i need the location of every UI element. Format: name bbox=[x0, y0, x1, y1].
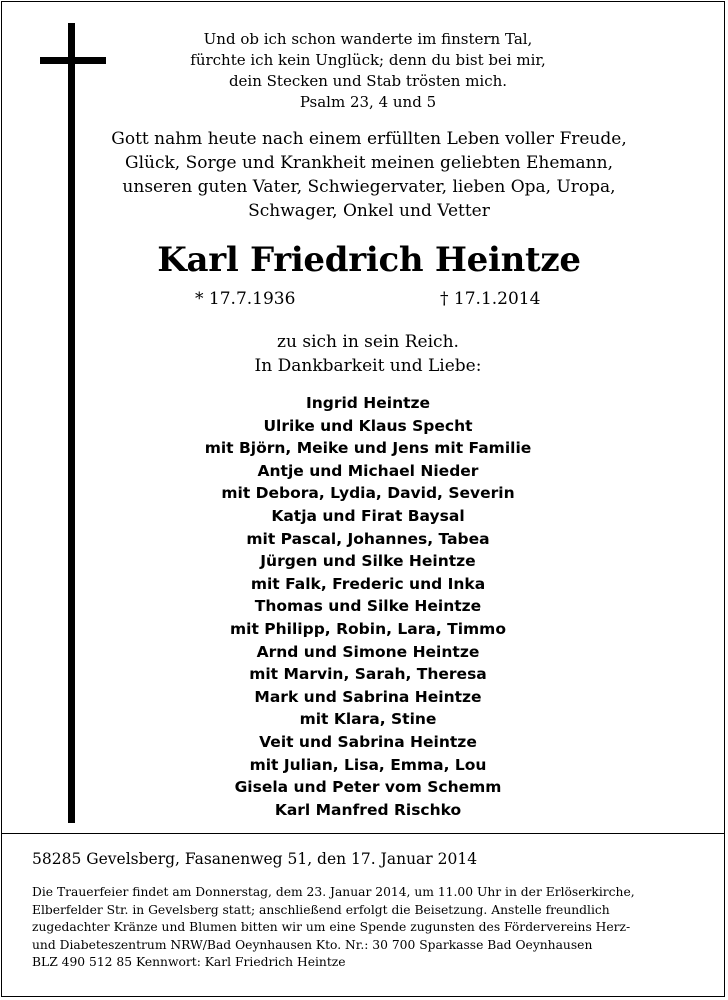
notice-line: und Diabeteszentrum NRW/Bad Oeynhausen Kto. Nr.: 30 700 Sparkasse Bad Oeynhausen bbox=[32, 937, 593, 952]
mourners-list bbox=[152, 392, 584, 821]
psalm-line: dein Stecken und Stab trösten mich. bbox=[228, 72, 508, 90]
cross-icon-bar bbox=[40, 57, 106, 64]
cross-icon bbox=[68, 23, 75, 823]
mourner-entry: Gisela und Peter vom Schemm bbox=[234, 778, 502, 797]
mourner-entry: Thomas und Silke Heintze bbox=[254, 597, 482, 616]
psalm-line: fürchte ich kein Unglück; denn du bist bei mir, bbox=[190, 51, 546, 69]
mourner-entry: mit Philipp, Robin, Lara, Timmo bbox=[230, 619, 506, 638]
mourner-entry: Ulrike und Klaus Specht bbox=[263, 416, 473, 435]
divider bbox=[2, 833, 724, 834]
mourner-entry: mit Debora, Lydia, David, Severin bbox=[221, 484, 515, 503]
mourner-entry: mit Falk, Frederic und Inka bbox=[250, 574, 486, 593]
mourner-entry: Veit und Sabrina Heintze bbox=[259, 732, 477, 751]
notice-line: Die Trauerfeier findet am Donnerstag, dem 23. Januar 2014, um 11.00 Uhr in der Erlöserkirche, bbox=[32, 885, 635, 899]
closing-line: zu sich in sein Reich. bbox=[277, 332, 459, 352]
mourner-entry: mit Pascal, Johannes, Tabea bbox=[246, 529, 490, 548]
mourner-entry: mit Björn, Meike und Jens mit Familie bbox=[204, 439, 532, 458]
intro-line: Gott nahm heute nach einem erfüllten Leben voller Freude, bbox=[111, 129, 627, 149]
mourner-entry: mit Marvin, Sarah, Theresa bbox=[249, 665, 487, 684]
closing-text bbox=[152, 330, 584, 378]
notice-line: Elberfelder Str. in Gevelsberg statt; anschließend erfolgt die Beisetzung. Anstelle freundlich bbox=[32, 902, 610, 917]
intro-line: unseren guten Vater, Schwiegervater, lieben Opa, Uropa, bbox=[122, 177, 616, 197]
mourner-entry: Karl Manfred Rischko bbox=[274, 800, 462, 819]
obituary-notice bbox=[1, 1, 725, 997]
psalm-line: Und ob ich schon wanderte im finstern Tal, bbox=[203, 30, 533, 48]
mourner-entry: mit Klara, Stine bbox=[299, 710, 437, 729]
mourner-entry: Katja und Firat Baysal bbox=[271, 506, 465, 525]
closing-line: In Dankbarkeit und Liebe: bbox=[254, 356, 482, 376]
notice-line: zugedachter Kränze und Blumen bitten wir um eine Spende zugunsten des Fördervereins Herz- bbox=[32, 920, 631, 935]
notice-line: BLZ 490 512 85 Kennwort: Karl Friedrich Heintze bbox=[32, 955, 346, 970]
intro-line: Glück, Sorge und Krankheit meinen geliebten Ehemann, bbox=[125, 153, 613, 173]
mourner-entry: Arnd und Simone Heintze bbox=[256, 642, 480, 661]
funeral-notice bbox=[32, 884, 712, 972]
mourner-entry: Mark und Sabrina Heintze bbox=[254, 687, 482, 706]
intro-line: Schwager, Onkel und Vetter bbox=[248, 201, 490, 221]
psalm-quote bbox=[152, 29, 584, 113]
mourner-entry: Antje und Michael Nieder bbox=[257, 461, 479, 480]
mourner-entry: Jürgen und Silke Heintze bbox=[260, 552, 476, 571]
mourner-entry: Ingrid Heintze bbox=[305, 394, 431, 412]
death-date: † 17.1.2014 bbox=[440, 289, 541, 309]
birth-date: * 17.7.1936 bbox=[195, 289, 296, 309]
deceased-name: Karl Friedrich Heintze bbox=[157, 240, 581, 280]
psalm-reference: Psalm 23, 4 und 5 bbox=[299, 93, 437, 111]
mourner-entry: mit Julian, Lisa, Emma, Lou bbox=[249, 755, 487, 774]
intro-text bbox=[92, 127, 646, 223]
address-line: 58285 Gevelsberg, Fasanenweg 51, den 17. Januar 2014 bbox=[32, 850, 478, 868]
